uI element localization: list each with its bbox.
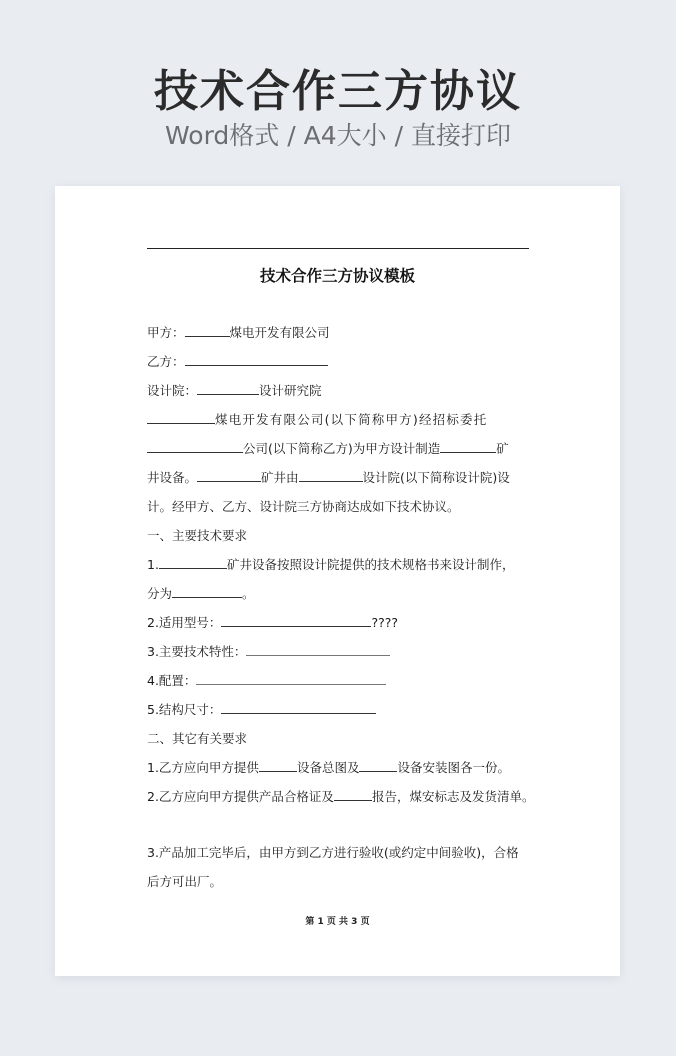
item1-cont-blank — [172, 585, 242, 598]
intro-blank-5 — [299, 469, 363, 482]
institute-label: 设计院： — [147, 383, 198, 398]
party-b-blank — [185, 353, 328, 366]
intro-text-3c: 设计院(以下简称设计院)设 — [362, 470, 510, 485]
item4-label: 4.配置： — [147, 673, 197, 688]
intro-blank-3 — [440, 440, 496, 453]
s2-item1-b: 设备总图及 — [296, 760, 360, 775]
intro-line-4 — [147, 498, 542, 516]
party-b-line — [147, 353, 542, 371]
item5-label: 5.结构尺寸： — [147, 702, 222, 717]
section1-item3 — [147, 643, 542, 661]
page-footer: 第 1 页 共 3 页 — [305, 917, 370, 927]
s2-item2-b: 报告，煤安标志及发货清单。 — [371, 789, 535, 804]
item4-blank — [196, 672, 386, 685]
header-rule — [147, 248, 529, 249]
institute-line — [147, 382, 542, 400]
section1-item4 — [147, 672, 542, 690]
s2-item1-a: 1.乙方应向甲方提供 — [147, 760, 259, 775]
section1-item1 — [147, 556, 542, 574]
document-title: 技术合作三方协议模板 — [259, 267, 415, 285]
s2-item1-c: 设备安装图各一份。 — [397, 760, 510, 775]
intro-line-3 — [147, 469, 542, 487]
party-a-value: 煤电开发有限公司 — [229, 325, 330, 340]
section2-item3-line1: 3.产品加工完毕后，由甲方到乙方进行验收(或约定中间验收)，合格 — [147, 845, 519, 860]
party-a-blank — [185, 324, 230, 337]
item1-text: 矿井设备按照设计院提供的技术规格书来设计制作， — [226, 557, 515, 572]
intro-line-2 — [147, 440, 542, 458]
institute-blank — [197, 382, 259, 395]
intro-text-4: 计。经甲方、乙方、设计院三方协商达成如下技术协议。 — [147, 499, 460, 514]
intro-text-3a: 井设备。 — [147, 470, 198, 485]
party-a-line — [147, 324, 542, 342]
section1-heading: 一、主要技术要求 — [147, 528, 248, 543]
item2-suffix: ???? — [371, 615, 398, 630]
intro-blank-1 — [147, 411, 215, 424]
intro-text-2a: 公司(以下简称乙方)为甲方设计制造 — [243, 441, 441, 456]
intro-text-2b: 矿 — [496, 441, 509, 456]
party-a-label: 甲方： — [147, 325, 185, 340]
s2-item2-a: 2.乙方应向甲方提供产品合格证及 — [147, 789, 334, 804]
hero-subtitle: Word格式 / A4大小 / 直接打印 — [165, 121, 511, 150]
item3-label: 3.主要技术特性： — [147, 644, 247, 659]
intro-text-1: 煤电开发有限公司(以下简称甲方)经招标委托 — [215, 412, 488, 427]
section2-item1 — [147, 759, 542, 777]
section1-item5 — [147, 701, 542, 719]
institute-value: 设计研究院 — [259, 383, 322, 398]
document-page — [55, 186, 620, 976]
s2-item1-blank-1 — [259, 759, 297, 772]
intro-blank-2 — [147, 440, 243, 453]
s2-item1-blank-2 — [359, 759, 397, 772]
intro-line-1 — [147, 411, 542, 429]
item1-prefix: 1. — [147, 557, 159, 572]
section2-heading: 二、其它有关要求 — [147, 731, 248, 746]
section1-item1-cont — [147, 585, 542, 603]
intro-blank-4 — [197, 469, 261, 482]
item1-cont-a: 分为 — [147, 586, 173, 601]
hero-title: 技术合作三方协议 — [154, 66, 522, 117]
intro-text-3b: 矿井由 — [261, 470, 299, 485]
section2-item3-line2: 后方可出厂。 — [147, 874, 223, 889]
s2-item2-blank — [334, 788, 372, 801]
party-b-label: 乙方： — [147, 354, 185, 369]
item5-blank — [221, 701, 376, 714]
item2-label: 2.适用型号： — [147, 615, 222, 630]
item1-blank — [159, 556, 227, 569]
item3-blank — [246, 643, 390, 656]
item1-cont-b: 。 — [242, 586, 255, 601]
section2-item2 — [147, 788, 542, 806]
section1-item2 — [147, 614, 542, 632]
item2-blank — [221, 614, 371, 627]
